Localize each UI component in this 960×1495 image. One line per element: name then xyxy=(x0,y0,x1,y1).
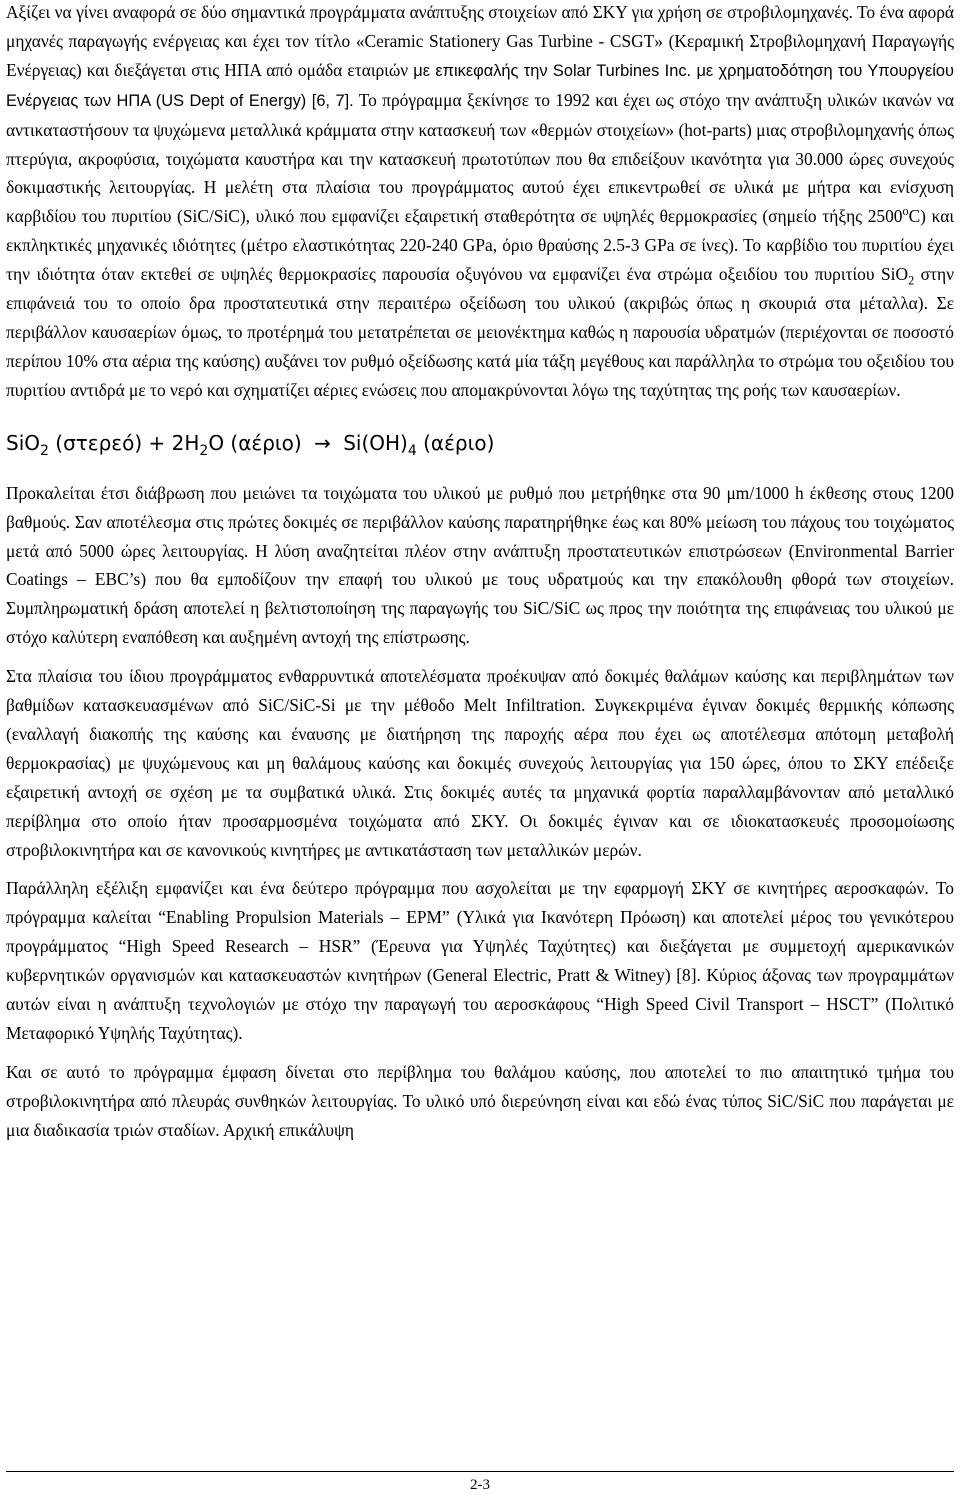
paragraph-text: Αξίζει να γίνει αναφορά σε δύο σημαντικά προγράμματα ανάπτυξης στοιχείων από ΣΚΥ για χρήση σε στροβιλομηχανές. Το ένα αφορά μηχανές παραγωγής ενέργειας και έχει τον τίτλο «Ceramic Stationery Gas Turbine - CSGT» (Κεραμική Στροβιλομηχανή Παραγωγής Ενέργειας) και διεξάγεται στις ΗΠΑ από ομάδα εταιριών xyxy=(6,2,954,80)
paragraph-text-sans: με επικεφαλής την Solar Turbines Inc. xyxy=(413,61,692,80)
equation-term: Si(OH) xyxy=(336,430,408,455)
equation-term: (στερεό) + 2H xyxy=(48,430,200,455)
paragraph-3: Στα πλαίσια του ίδιου προγράμματος ενθαρρυντικά αποτελέσματα προέκυψαν από δοκιμές θαλάμων καύσης και περιβλημάτων των βαθμίδων κατασκευασμένων από SiC/SiC-Si με την μέθοδο Melt Infiltration. Συγκεκριμένα έγιναν δοκιμές θερμικής κόπωσης (εναλλαγή διακοπής της καύσης και έναυσης με διατήρηση της παροχής αέρα που έχει ως αποτέλεσμα απότομη μεταβολή θερμοκρασίας) με ψυχώμενους και μη θαλάμους καύσης και δοκιμές συνεχούς λειτουργίας για 150 ώρες, όπου το ΣΚΥ επέδειξε εξαιρετική αντοχή σε σχέση με τα συμβατικά υλικά. Στις δοκιμές αυτές τα μηχανικά φορτία παραλλαμβάνονταν από μεταλλικό περίβλημα στο οποίο ήταν προσαρμοσμένα τοιχώματα από ΣΚΥ. Οι δοκιμές έγιναν και σε ιδιοκατασκευές προσομοίωσης στροβιλοκινητήρα και σε κανονικούς κινητήρες με αντικατάσταση των μεταλλικών μερών. xyxy=(6,666,954,860)
subscript: 2 xyxy=(40,442,49,459)
paragraph-4: Παράλληλη εξέλιξη εμφανίζει και ένα δεύτερο πρόγραμμα που ασχολείται με την εφαρμογή ΣΚΥ σε κινητήρες αεροσκαφών. Το πρόγραμμα καλείται “Enabling Propulsion Materials – EPM” (Υλικά για Ικανότερη Πρόωση) και αποτελεί μέρος του γενικότερου προγράμματος “High Speed Research – HSR” (Έρευνα για Υψηλές Ταχύτητες) και διεξάγεται με συμμετοχή αμερικανικών κυβερνητικών οργανισμών και κατασκευαστών κινητήρων (General Electric, Pratt & Witney) [8]. Κύριος άξονας των προγραμμάτων αυτών είναι η ανάπτυξη τεχνολογιών με στόχο την παραγωγή του αεροσκάφους “High Speed Civil Transport – HSCT” (Πολιτικό Μεταφορικό Υψηλής Ταχύτητας). xyxy=(6,878,954,1043)
document-body xyxy=(6,0,954,1145)
equation-term: SiO xyxy=(6,430,40,455)
paragraph-text-sans: με χρηματοδότηση του Υπουργείου Ενέργειας των ΗΠΑ (US Dept of Energy) [6, 7]. xyxy=(6,61,954,110)
subscript: 4 xyxy=(407,442,417,459)
superscript: o xyxy=(902,204,909,219)
footer-divider xyxy=(6,1471,954,1472)
equation-term: O (αέριο) xyxy=(208,430,309,455)
subscript: 2 xyxy=(908,273,915,288)
paragraph-5: Και σε αυτό το πρόγραμμα έμφαση δίνεται στο περίβλημα του θαλάμου καύσης, που αποτελεί το πιο απαιτητικό τμήμα του στροβιλοκινητήρα από πλευράς συνθηκών λειτουργίας. Το υλικό υπό διερεύνηση είναι και εδώ ένας τύπος SiC/SiC που παράγεται με μια διαδικασία τριών σταδίων. Αρχική επικάλυψη xyxy=(6,1061,954,1140)
paragraph-text: Το πρόγραμμα ξεκίνησε το 1992 και έχει ως στόχο την ανάπτυξη υλικών ικανών να αντικαταστήσουν τα ψυχώμενα μεταλλικά κράμματα στην κατασκευή των «θερμών στοιχείων» (hot-parts) μιας στροβιλομηχανής όπως πτερύγια, ακροφύσια, τοιχώματα καυστήρα και την κατασκευή πρωτοτύπων που θα επιδείξουν ικανότητα για 30.000 ώρες συνεχούς δοκιμαστικής λειτουργίας. Η μελέτη στα πλαίσια του προγράμματος αυτού έχει επικεντρωθεί σε υλικά με μήτρα και ενίσχυση καρβιδίου του πυριτίου (SiC/SiC), υλικό που εμφανίζει εξαιρετική σταθερότητα σε υψηλές θερμοκρασίες (σημείο τήξης 2500 xyxy=(6,89,954,227)
equation-term: (αέριο) xyxy=(416,430,495,455)
paragraph-1 xyxy=(6,0,954,405)
page-number: 2-3 xyxy=(470,1477,490,1493)
paragraph-text: C) και εκπληκτικές μηχανικές ιδιότητες (μέτρο ελαστικότητας 220-240 GPa, όριο θραύσης 2.5-3 GPa σε ίνες). Το καρβίδιο του πυριτίου έχει την ιδιότητα όταν εκτεθεί σε υψηλές θερμοκρασίες παρουσία οξυγόνου να εμφανίζει ένα στρώμα οξειδίου του πυριτίου SiO xyxy=(6,206,954,285)
paragraph-2: Προκαλείται έτσι διάβρωση που μειώνει τα τοιχώματα του υλικού με ρυθμό που μετρήθηκε στα 90 μm/1000 h έκθεσης στους 1200 βαθμούς. Σαν αποτέλεσμα στις πρώτες δοκιμές σε περιβάλλον καύσης παρατηρήθηκε έως και 80% μείωση του πάχους του τοιχώματος μετά από 5000 ώρες λειτουργίας. Η λύση αναζητείται πλέον στην ανάπτυξη προστατευτικών επιστρώσεων (Environmental Barrier Coatings – EBC’s) που θα εμποδίζουν την επαφή του υλικού με τους υδρατμούς και την επακόλουθη φθορά των στοιχείων. Συμπληρωματική δράση αποτελεί η βελτιστοποίηση της παραγωγής του SiC/SiC ως προς την ποιότητα της επιφάνειας του υλικού με στόχο καλύτερη εναπόθεση και αυξημένη αντοχή της επίστρωσης. xyxy=(6,482,954,648)
paragraph-text: στην επιφάνειά του το οποίο δρα προστατευτικά στην περαιτέρω οξείδωση του υλικού (ακριβώς όπως η σκουριά στα μέταλλα). Σε περιβάλλον καυσαερίων όμως, το προτέρημά του μετατρέπεται σε μειονέκτημα καθώς η παρουσία υδρατμών (περιέχονται σε ποσοστό περίπου 10% στα αέρια της καύσης) αυξάνει τον ρυθμό οξείδωσης κατά μία τάξη μεγέθους και παράλληλα το στρώμα του οξειδίου του πυριτίου αντιδρά με το νερό και σχηματίζει αέριες ενώσεις που απομακρύνονται λόγω της ταχύτητας της ροής των καυσαερίων. xyxy=(6,264,954,400)
chemical-equation xyxy=(6,429,954,457)
subscript: 2 xyxy=(199,442,209,459)
reaction-arrow-icon: → xyxy=(314,430,331,455)
